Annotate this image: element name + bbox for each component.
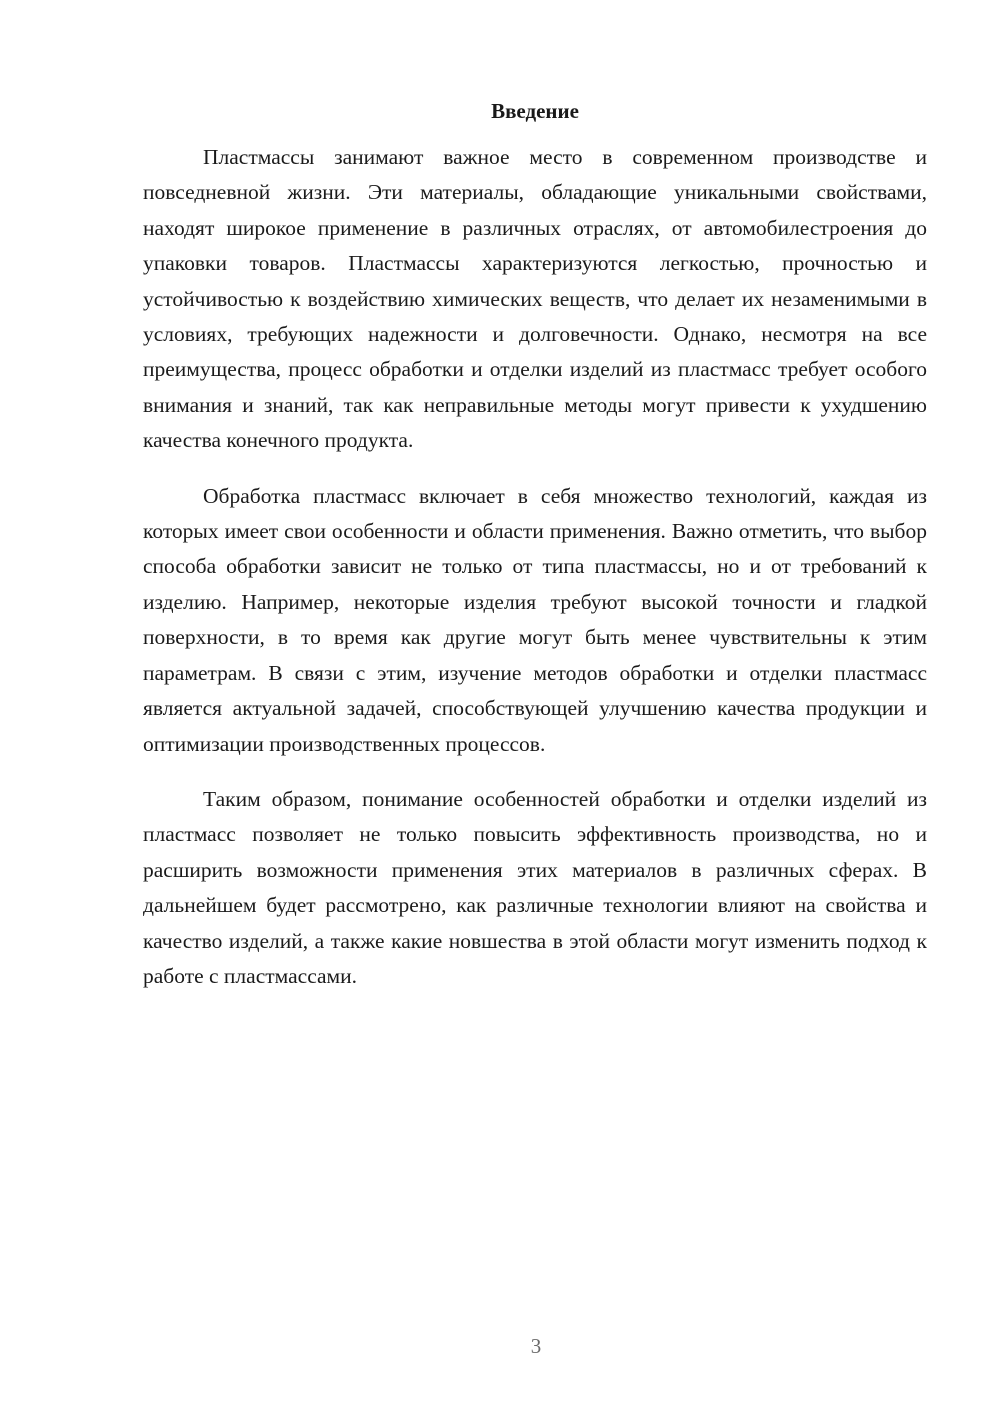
section-heading: Введение bbox=[491, 99, 579, 123]
paragraph-2: Обработка пластмасс включает в себя множество технологий, каждая из которых имеет свои особенности и области применения. Важно отметить, что выбор способа обработки зависит не только от типа пластмассы, но и от требований к изделию. Например, некоторые изделия требуют высокой точности и гладкой поверхности, в то время как другие могут быть менее чувствительны к этим параметрам. В связи с этим, изучение методов обработки и отделки пластмасс является актуальной задачей, способствующей улучшению качества продукции и оптимизации производственных процессов. bbox=[143, 483, 927, 756]
paragraph-1: Пластмассы занимают важное место в современном производстве и повседневной жизни. Эти материалы, обладающие уникальными свойствами, находят широкое применение в различных отраслях, от автомобилестроения до упаковки товаров. Пластмассы характеризуются легкостью, прочностью и устойчивостью к воздействию химических веществ, что делает их незаменимыми в условиях, требующих надежности и долговечности. Однако, несмотря на все преимущества, процесс обработки и отделки изделий из пластмасс требует особого внимания и знаний, так как неправильные методы могут привести к ухудшению качества конечного продукта. bbox=[143, 145, 927, 453]
page-content bbox=[143, 96, 927, 1014]
paragraph-3: Таким образом, понимание особенностей обработки и отделки изделий из пластмасс позволяет не только повысить эффективность производства, но и расширить возможности применения этих материалов в различных сферах. В дальнейшем будет рассмотрено, как различные технологии влияют на свойства и качество изделий, а также какие новшества в этой области могут изменить подход к работе с пластмассами. bbox=[143, 786, 927, 988]
page-number: 3 bbox=[530, 1334, 542, 1358]
